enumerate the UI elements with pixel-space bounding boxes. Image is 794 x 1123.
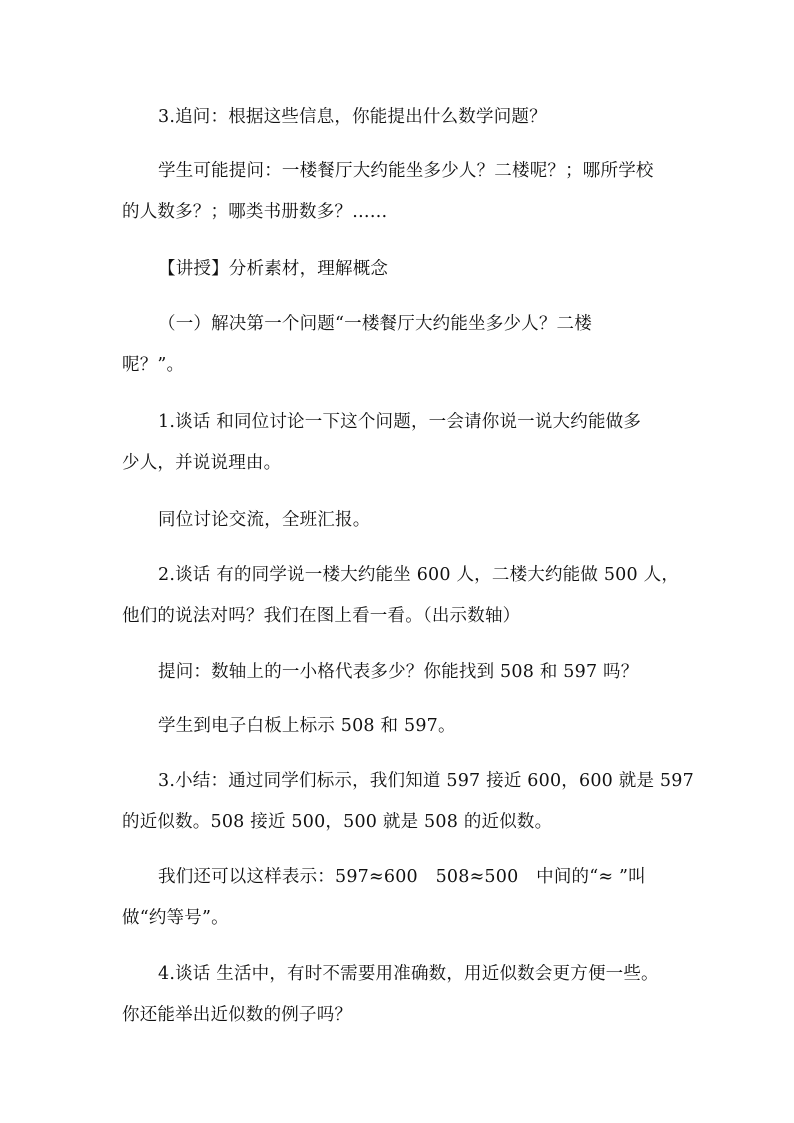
talk-two-line-2: 他们的说法对吗？我们在图上看一看。（出示数轴）	[122, 606, 521, 626]
student-questions-line-1: 学生可能提问：一楼餐厅大约能坐多少人？二楼呢？；哪所学校	[158, 161, 654, 181]
subsection-one-line-2: 呢？”。	[122, 355, 185, 375]
talk-one-line-2: 少人，并说说理由。	[122, 453, 282, 473]
approx-symbol-line-2: 做“约等号”。	[122, 908, 229, 928]
question-prompt: 3.追问：根据这些信息，你能提出什么数学问题？	[158, 107, 547, 127]
approx-symbol-line-1: 我们还可以这样表示：597≈600 508≈500 中间的“≈ ”叫	[158, 867, 646, 887]
talk-four-line-2: 你还能举出近似数的例子吗？	[122, 1005, 353, 1025]
summary-line-1: 3.小结：通过同学们标示，我们知道 597 接近 600，600 就是 597	[158, 771, 694, 791]
talk-two-line-1: 2.谈话 有的同学说一楼大约能坐 600 人，二楼大约能做 500 人，	[158, 565, 680, 585]
discussion-report: 同位讨论交流，全班汇报。	[158, 510, 371, 530]
whiteboard-activity: 学生到电子白板上标示 508 和 597。	[158, 716, 456, 736]
subsection-one-line-1: （一）解决第一个问题“一楼餐厅大约能坐多少人？二楼	[158, 314, 592, 334]
talk-one-line-1: 1.谈话 和同位讨论一下这个问题，一会请你说一说大约能做多	[158, 412, 642, 432]
section-heading-lecture: 【讲授】分析素材，理解概念	[158, 259, 389, 279]
summary-line-2: 的近似数。508 接近 500，500 就是 508 的近似数。	[122, 812, 553, 832]
number-line-question: 提问：数轴上的一小格代表多少？你能找到 508 和 597 吗？	[158, 662, 639, 682]
student-questions-line-2: 的人数多？；哪类书册数多？……	[122, 202, 388, 222]
talk-four-line-1: 4.谈话 生活中，有时不需要用准确数，用近似数会更方便一些。	[158, 964, 659, 984]
